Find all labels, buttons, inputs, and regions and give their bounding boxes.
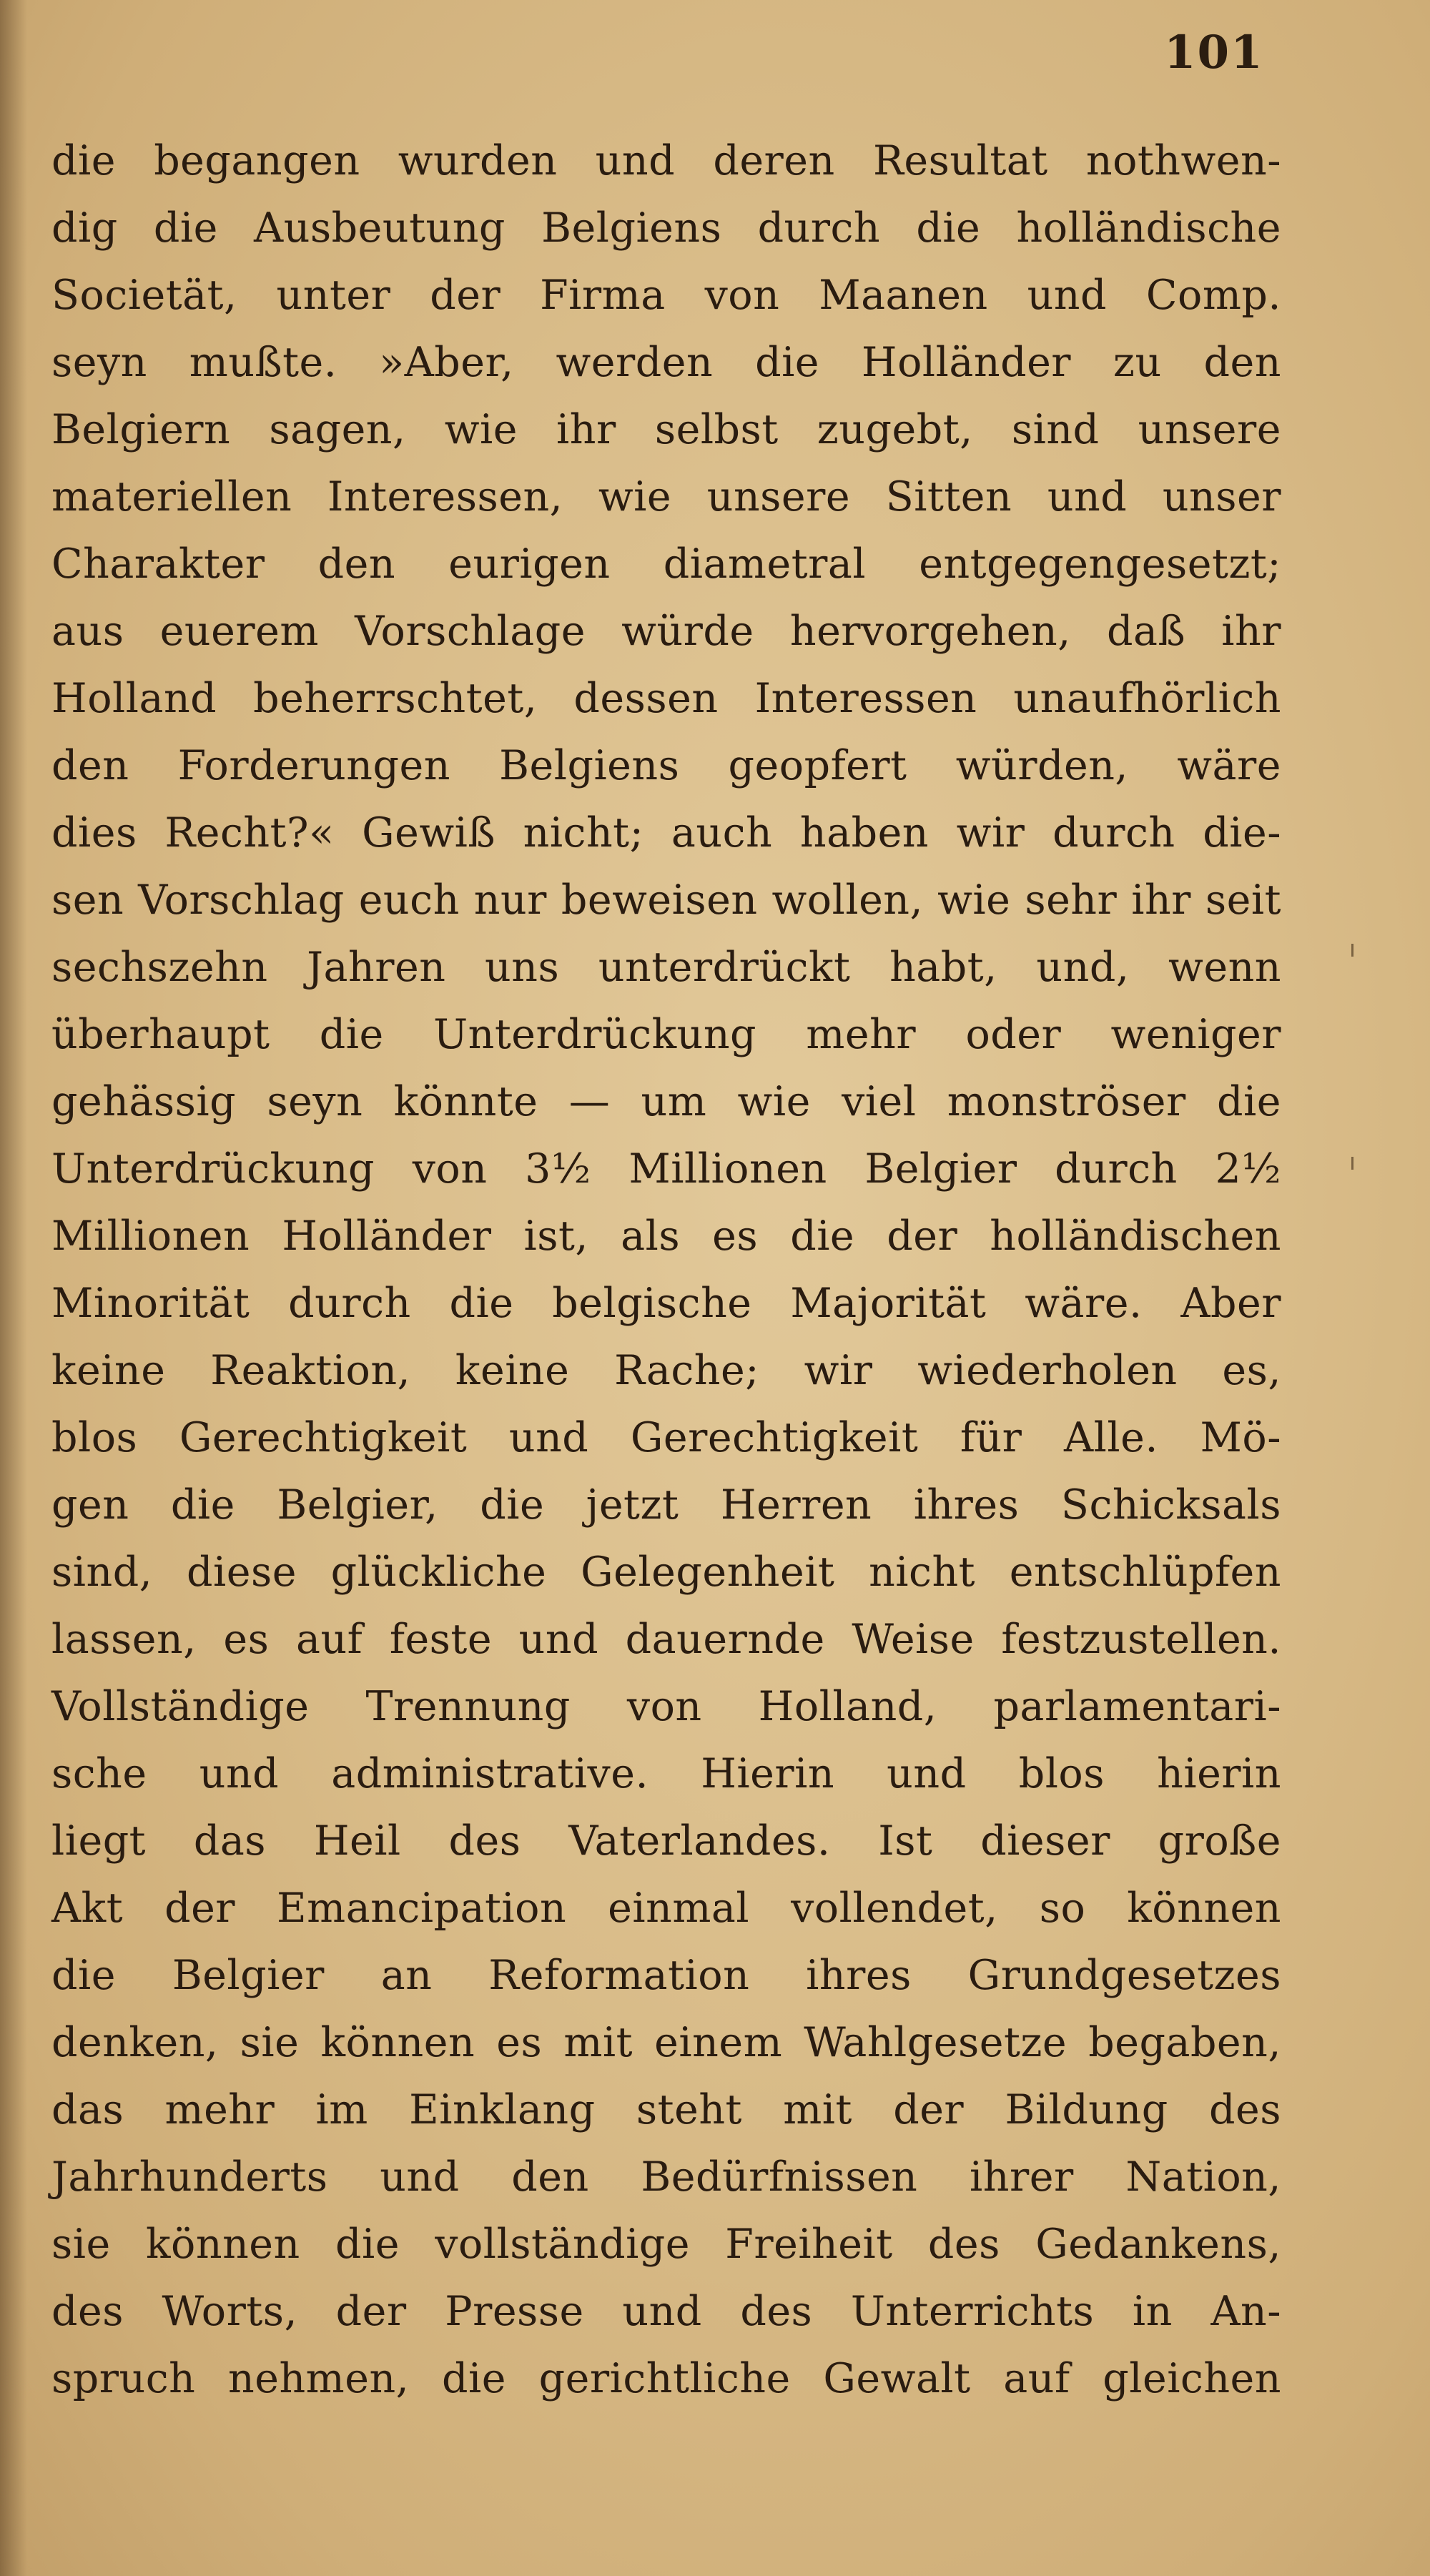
spine-shadow (0, 0, 27, 2576)
text-line: sie können die vollständige Freiheit des Gedankens, (51, 2221, 1281, 2268)
text-line: dig die Ausbeutung Belgiens durch die holländische (51, 204, 1281, 252)
text-line: seyn mußte. »Aber, werden die Holländer zu den (51, 339, 1281, 386)
text-line: gen die Belgier, die jetzt Herren ihres Schicksals (51, 1481, 1281, 1529)
text-line: spruch nehmen, die gerichtliche Gewalt auf gleichen (51, 2355, 1281, 2402)
text-line: sechszehn Jahren uns unterdrückt habt, und, wenn (51, 944, 1281, 991)
text-line: überhaupt die Unterdrückung mehr oder weniger (51, 1011, 1281, 1058)
text-line: Societät, unter der Firma von Maanen und Comp. (51, 272, 1281, 319)
text-line: Akt der Emancipation einmal vollendet, so können (51, 1885, 1281, 1932)
text-line: denken, sie können es mit einem Wahlgesetze begaben, (51, 2019, 1281, 2066)
text-line: liegt das Heil des Vaterlandes. Ist dieser große (51, 1817, 1281, 1865)
text-line: Vollständige Trennung von Holland, parlamentari- (51, 1683, 1281, 1730)
text-line: die begangen wurden und deren Resultat nothwen- (51, 137, 1281, 184)
text-line: Minorität durch die belgische Majorität wäre. Aber (51, 1280, 1281, 1327)
text-line: dies Recht?« Gewiß nicht; auch haben wir durch die- (51, 809, 1281, 857)
text-line: sen Vorschlag euch nur beweisen wollen, wie sehr ihr seit (51, 877, 1281, 924)
text-line: das mehr im Einklang steht mit der Bildung des (51, 2086, 1281, 2133)
text-line: den Forderungen Belgiens geopfert würden, wäre (51, 742, 1281, 789)
text-line: Jahrhunderts und den Bedürfnissen ihrer Nation, (51, 2153, 1281, 2201)
text-line: blos Gerechtigkeit und Gerechtigkeit für Alle. Mö- (51, 1414, 1281, 1461)
body-text (51, 127, 1281, 2412)
text-line: Holland beherrschtet, dessen Interessen unaufhörlich (51, 675, 1281, 722)
text-line: die Belgier an Reformation ihres Grundgesetzes (51, 1952, 1281, 1999)
margin-mark (1351, 1157, 1361, 1170)
text-line: aus euerem Vorschlage würde hervorgehen, daß ihr (51, 608, 1281, 655)
page-number: 101 (1164, 26, 1264, 79)
text-line: sind, diese glückliche Gelegenheit nicht entschlüpfen (51, 1549, 1281, 1596)
text-line: gehässig seyn könnte — um wie viel monströser die (51, 1078, 1281, 1125)
text-line: des Worts, der Presse und des Unterrichts in An- (51, 2288, 1281, 2335)
text-line: lassen, es auf feste und dauernde Weise festzustellen. (51, 1616, 1281, 1663)
text-line: materiellen Interessen, wie unsere Sitten und unser (51, 473, 1281, 520)
margin-mark (1351, 944, 1361, 957)
text-line: keine Reaktion, keine Rache; wir wiederholen es, (51, 1347, 1281, 1394)
text-line: sche und administrative. Hierin und blos hierin (51, 1750, 1281, 1797)
text-line: Unterdrückung von 3½ Millionen Belgier durch 2½ (51, 1145, 1281, 1193)
text-line: Belgiern sagen, wie ihr selbst zugebt, sind unsere (51, 406, 1281, 453)
text-line: Charakter den eurigen diametral entgegengesetzt; (51, 541, 1281, 588)
text-line: Millionen Holländer ist, als es die der holländischen (51, 1213, 1281, 1260)
